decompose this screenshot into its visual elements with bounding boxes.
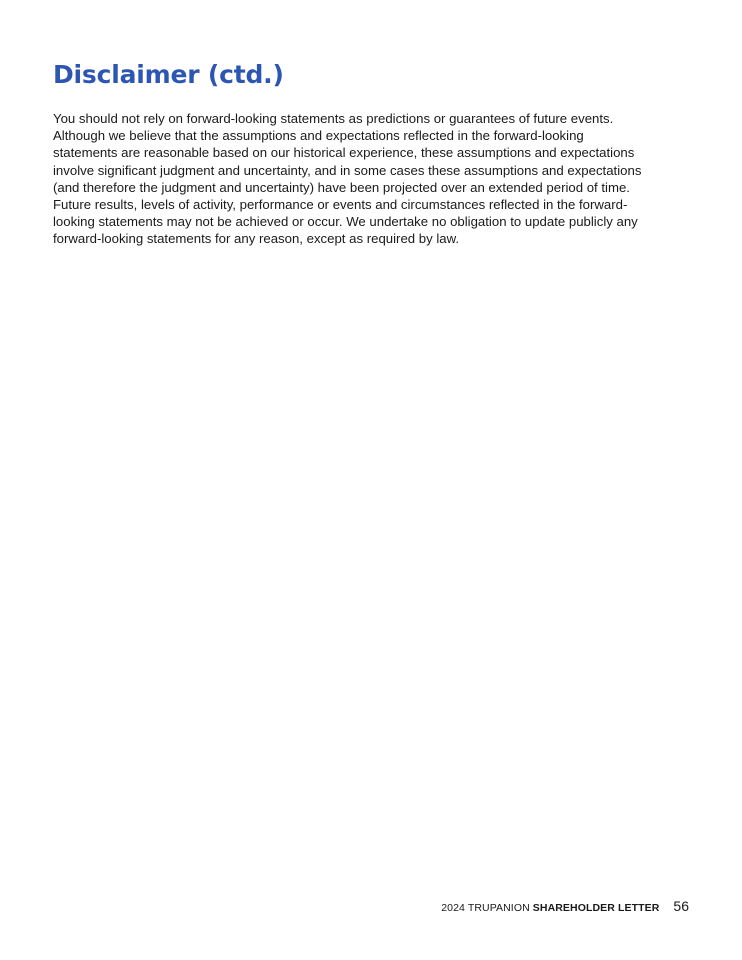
page-title: Disclaimer (ctd.) [53,60,284,89]
paragraph-line: Future results, levels of activity, performance or events and circumstances reflected in the forward- [53,197,628,213]
paragraph-line: statements are reasonable based on our historical experience, these assumptions and expectations [53,145,635,161]
paragraph-line: forward-looking statements for any reason, except as required by law. [53,231,460,247]
paragraph-line: involve significant judgment and uncertainty, and in some cases these assumptions and expectations [53,162,642,178]
paragraph-line: You should not rely on forward-looking statements as predictions or guarantees of future events. [53,111,614,126]
disclaimer-paragraph [53,110,693,248]
page-footer [441,898,689,914]
paragraph-line: looking statements may not be achieved or occur. We undertake no obligation to update publicly any [53,214,638,230]
page-number: 56 [673,898,689,914]
paragraph-line: Although we believe that the assumptions and expectations reflected in the forward-looking [53,128,584,144]
footer-year-brand: 2024 TRUPANION [441,902,530,914]
paragraph-line: (and therefore the judgment and uncertainty) have been projected over an extended period of time. [53,179,630,195]
footer-document-title: SHAREHOLDER LETTER [532,902,660,914]
